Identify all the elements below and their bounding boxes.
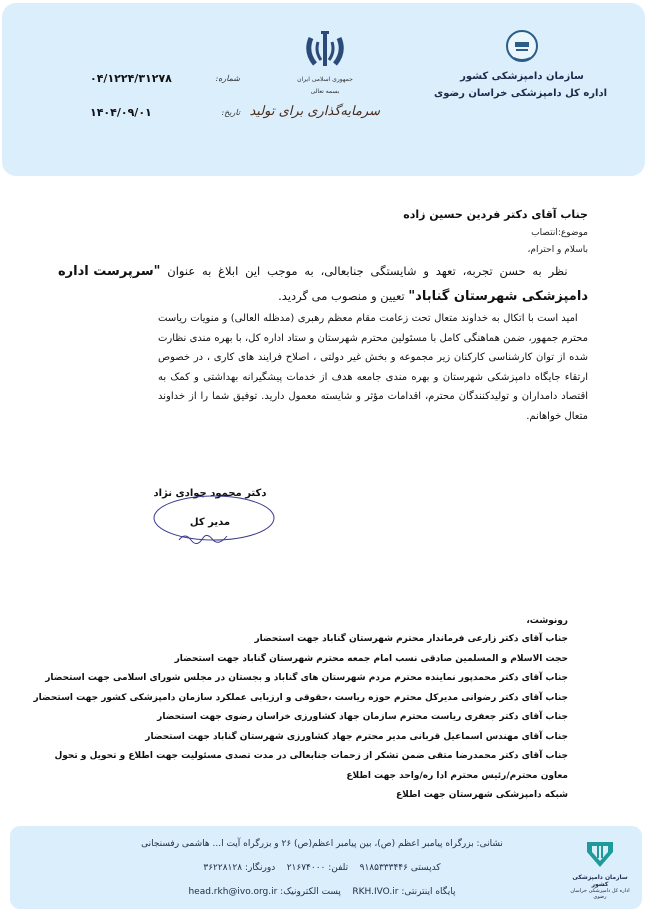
para1-before: نظر به حسن تجربه، تعهد و شایستگی جنابعالی، به موجب این ابلاغ به عنوان <box>167 264 568 278</box>
footer-logo-line2: اداره کل دامپزشکی خراسان رضوی <box>570 888 630 900</box>
emblem-caption: جمهوری اسلامی ایران <box>297 76 353 83</box>
org-office: اداره کل دامپزشکی خراسان رضوی <box>434 88 607 99</box>
number-value: ۰۴/۱۲۲۴/۳۱۲۷۸ <box>90 71 172 85</box>
postal-value: ۹۱۸۵۳۳۳۴۴۶ <box>359 863 408 873</box>
ivo-shield-logo-icon <box>583 836 617 870</box>
year-slogan: سرمایه‌گذاری برای تولید <box>249 104 380 119</box>
cc-list <box>33 612 568 806</box>
national-emblem-block <box>249 28 380 119</box>
footer-address: نشانی: بزرگراه پیامبر اعظم (ص)، بین پیامبر اعظم(ص) ۲۶ و بزرگراه آیت ا... هاشمی رفسنجانی <box>141 839 503 849</box>
signatory-title: مدیر کل <box>189 517 231 528</box>
phone-label: تلفن: <box>328 863 349 873</box>
phone-value: ۲۱۶۷۴۰۰۰ <box>286 863 326 873</box>
cc-item: جناب آقای دکتر زارعی فرماندار محترم شهرستان گناباد جهت استحضار <box>254 634 568 644</box>
footer-contact <box>92 832 552 904</box>
cc-item: جناب آقای دکتر محمدرضا متقی ضمن تشکر از زحمات جنابعالی در مدت تصدی مسئولیت جهت اطلاع و تحویل و تحول <box>54 751 568 761</box>
cc-item: شبکه دامپزشکی شهرستان جهت اطلاع <box>396 790 568 800</box>
letterhead <box>2 3 645 176</box>
footer-web <box>92 880 552 904</box>
letter-meta <box>90 61 240 129</box>
organization-block <box>434 28 607 102</box>
cc-item: جناب آقای مهندس اسماعیل قربانی مدیر محترم جهاد کشاورزی شهرستان گناباد جهت استحضار <box>145 731 568 742</box>
fax-label: دورنگار: <box>244 863 276 873</box>
appointment-paragraph <box>58 259 588 309</box>
email-link[interactable]: head.rkh@ivo.org.ir <box>188 887 278 897</box>
cc-item: حجت الاسلام و المسلمین صادقی نسب امام جمعه محترم شهرستان گناباد جهت استحضار <box>174 653 568 664</box>
appointment-title: "سرپرست اداره دامپزشکی شهرستان گناباد" <box>58 264 588 304</box>
subject: موضوع:انتصاب <box>531 228 588 238</box>
letter-footer <box>10 826 642 909</box>
footer-logo-line1: سازمان دامپزشکی کشور <box>572 874 628 888</box>
iran-emblem-icon <box>303 28 347 74</box>
org-name: سازمان دامپزشکی کشور <box>460 71 584 82</box>
cc-heading: رونوشت، <box>526 616 568 626</box>
jahad-keshavarzi-logo-icon <box>504 28 540 64</box>
date-value: ۱۴۰۴/۰۹/۰۱ <box>90 105 152 119</box>
cc-item: جناب آقای دکتر رضوانی مدیرکل محترم حوزه ریاست ،حقوقی و ارزیابی عملکرد سازمان دامپزشکی کشور جهت استحضار <box>33 692 568 703</box>
footer-logo <box>570 836 630 900</box>
fax-value: ۳۶۲۲۸۱۲۸ <box>203 863 243 873</box>
para2-text: امید است با اتکال به خداوند متعال تحت زعامت مقام معظم رهبری (مدظله العالی) و منویات ریاست محترم جمهور، ضمن هماهنگی کامل با مسئولین محترم شهرستان و ستاد اداره کل، با بهره مندی نظارت شده از توان کارشناسی کارکنان زیر مجموعه و بخش غیر دولتی ، اصلاح فرایند های کاری ، در خصوص ارتقاء جایگاه دامپزشکی شهرستان و بهره مندی جامعه هدف از خدمات پیشگیرانه بهداشتی و کمک به اقتصاد دامداران و تولیدکنندگان محترم، اقدامات مؤثر و شایسته معمول دارید. توفیق شما را از خداوند متعال خواهانم. <box>158 313 588 422</box>
para1-after: تعیین و منصوب می گردید. <box>278 289 405 303</box>
letter-date-row <box>90 95 240 129</box>
letter-number-row <box>90 61 240 95</box>
bismillah: بسمه تعالی <box>310 88 340 95</box>
email-label: پست الکترونیک: <box>280 887 341 897</box>
postal-label: کدپستی <box>410 863 441 873</box>
letter-body <box>58 205 588 426</box>
greeting: باسلام و احترام، <box>527 245 588 255</box>
recipient: جناب آقای دکتر فردین حسین زاده <box>403 208 588 221</box>
footer-phones <box>92 856 552 880</box>
hope-paragraph <box>158 309 588 426</box>
signature-scribble-icon <box>144 488 284 558</box>
cc-item: معاون محترم/رئیس محترم ادا ره/واحد جهت اطلاع <box>346 770 568 781</box>
cc-item: جناب آقای دکتر محمدپور نماینده محترم مردم شهرستان های گناباد و بجستان در مجلس شورای اسلامی جهت استحضار <box>45 673 568 683</box>
website-link[interactable]: RKH.IVO.ir <box>352 887 399 897</box>
signatory-name: دکتر محمود جوادی نژاد <box>153 488 267 499</box>
date-label: تاریخ: <box>221 107 240 117</box>
website-label: پایگاه اینترنتی: <box>401 887 456 897</box>
signature-block <box>150 488 270 528</box>
number-label: شماره: <box>215 73 240 83</box>
cc-item: جناب آقای دکتر جعفری ریاست محترم سازمان جهاد کشاورزی خراسان رضوی جهت استحضار <box>157 712 568 722</box>
